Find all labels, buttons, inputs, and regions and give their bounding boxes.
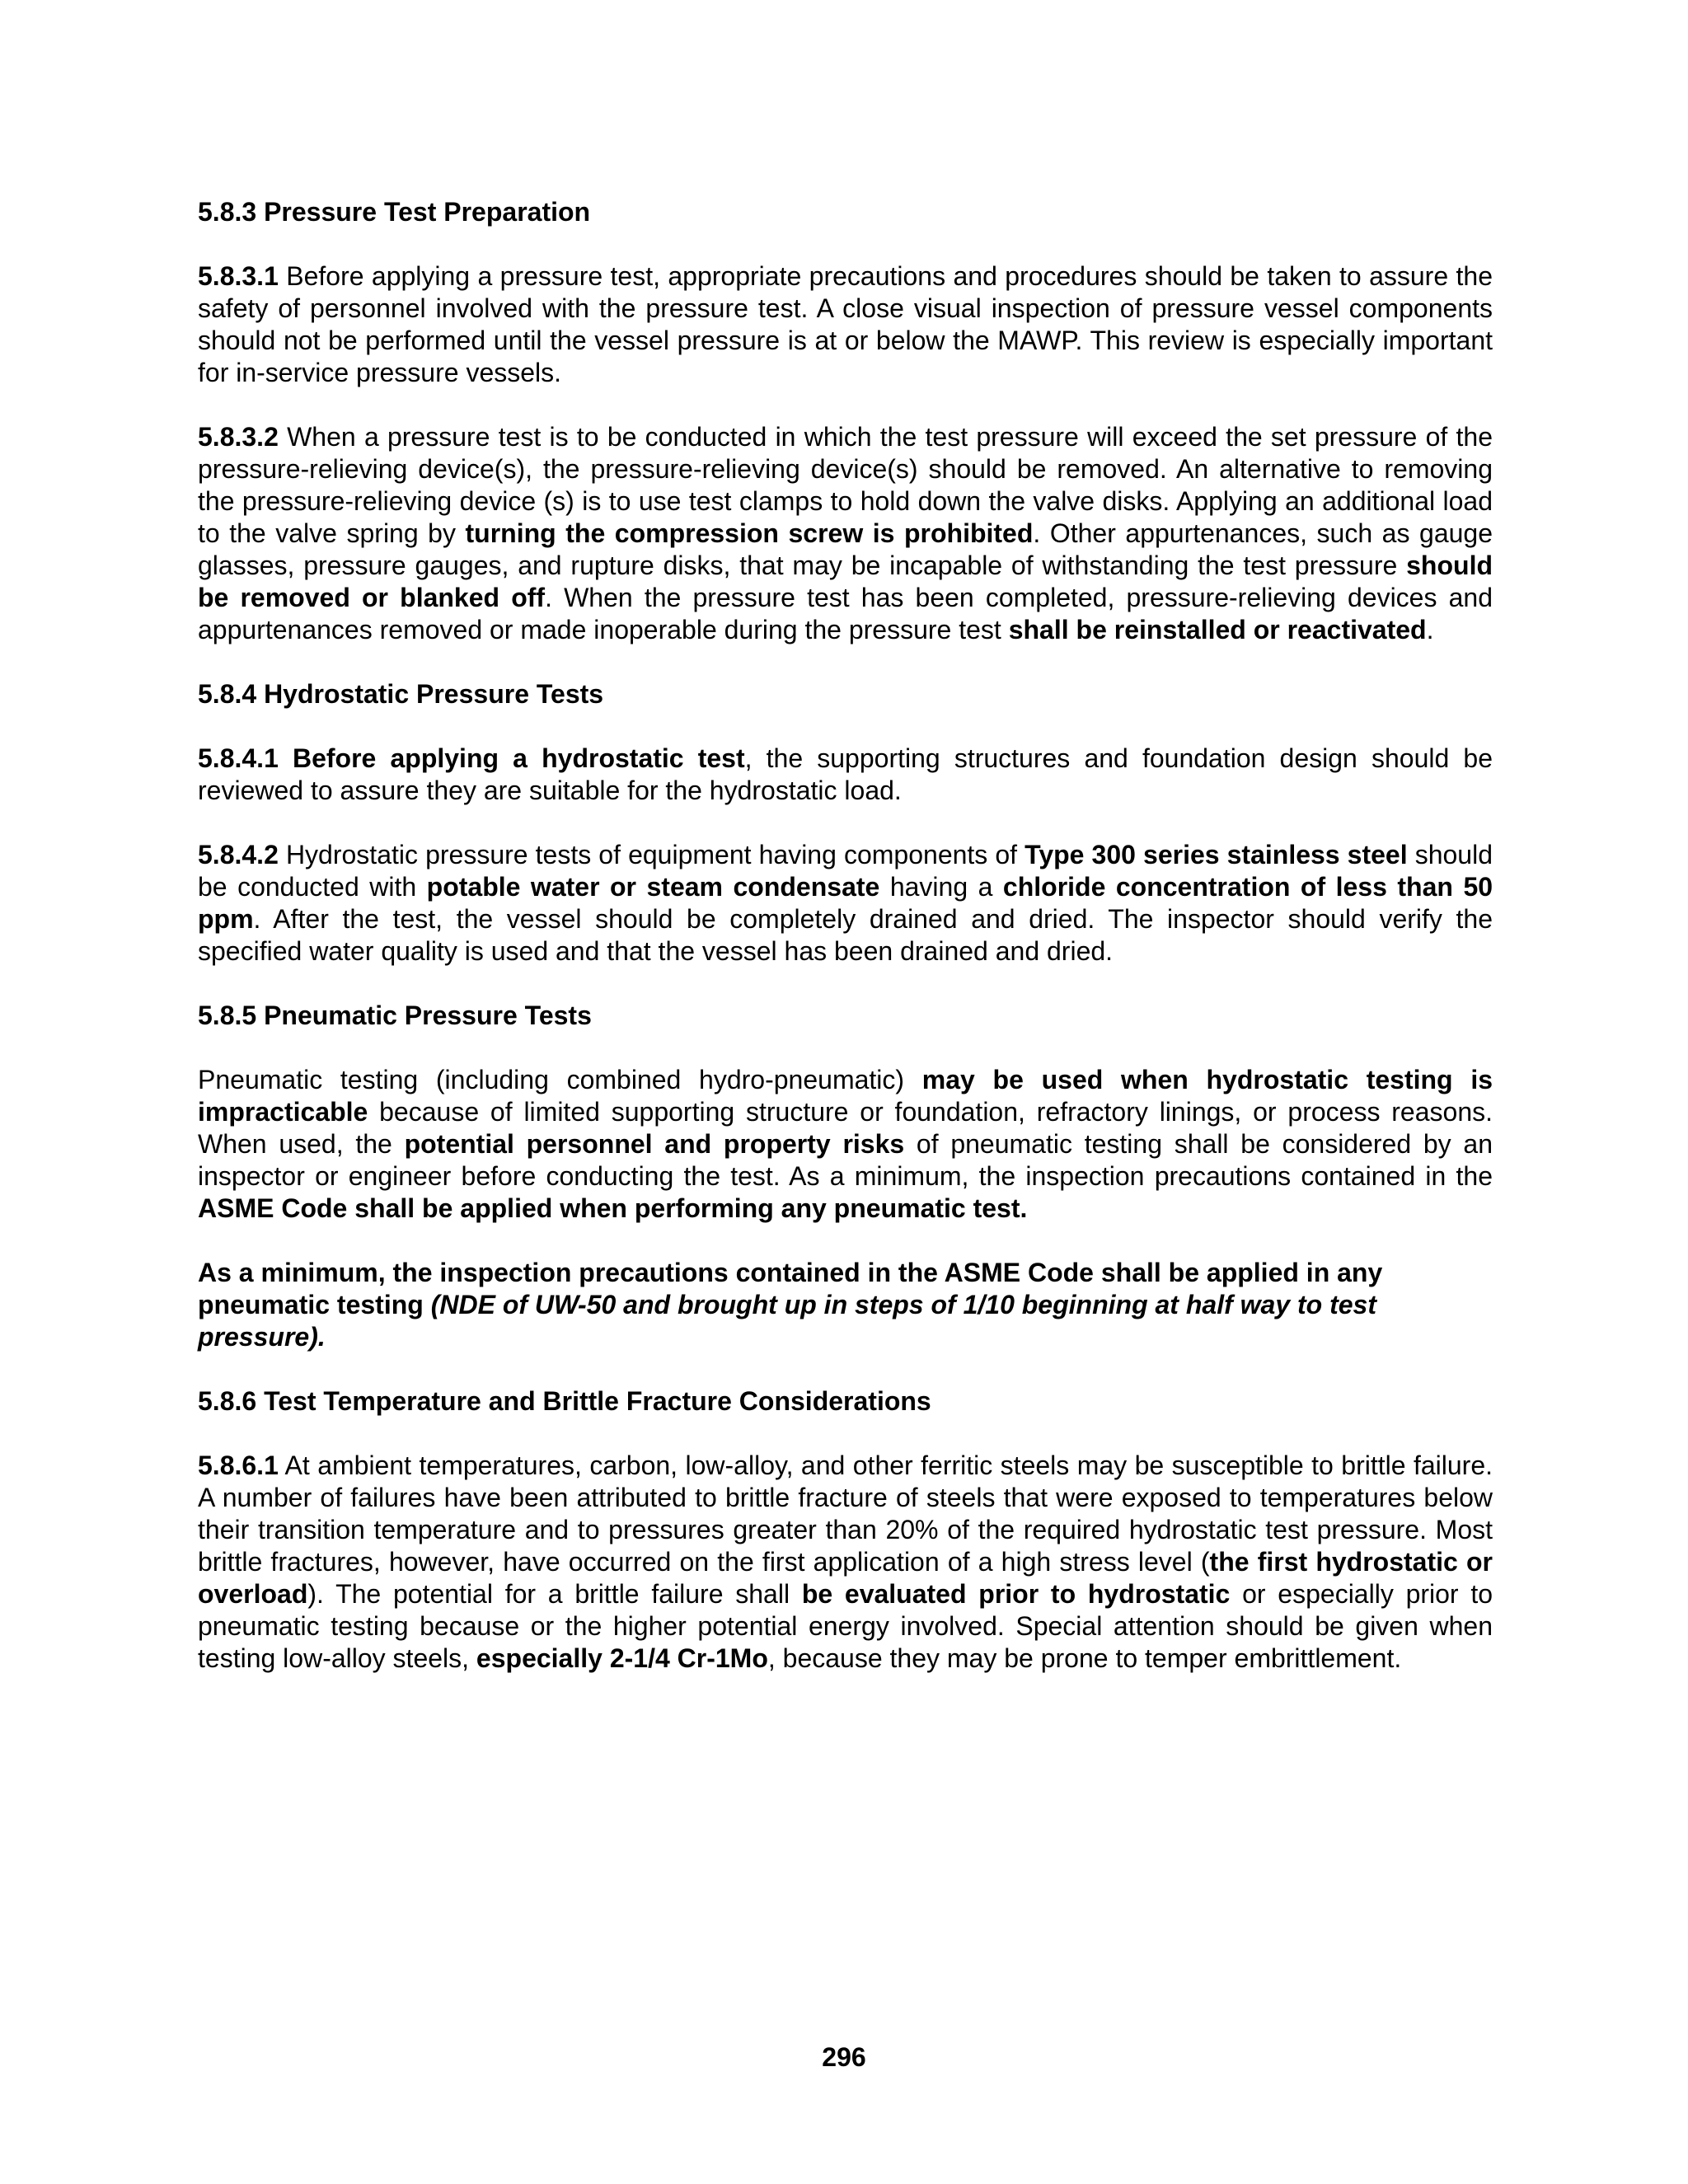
emphasis-text: the first hydrostatic or overload bbox=[198, 1547, 1493, 1609]
emphasis-text: potable water or steam condensate bbox=[426, 872, 880, 902]
paragraph-text: , the supporting structures and foundation design should be reviewed to assure they are suitable for the hydrostatic load. bbox=[198, 743, 1493, 805]
section-heading-5-8-5: 5.8.5 Pneumatic Pressure Tests bbox=[198, 1001, 592, 1030]
paragraph-text: At ambient temperatures, carbon, low-alloy, and other ferritic steels may be susceptible to brittle failure. A number of failures have been attributed to brittle fracture of steels that were exposed to temperatures below their transition temperature and to pressures greater than 20% of the required hydrostatic test pressure. Most brittle fractures, however, have occurred on the first application of a high stress level ( bbox=[198, 1451, 1493, 1577]
paragraph-5-8-4-1 bbox=[198, 743, 1493, 807]
paragraph-text: . Other appurtenances, such as gauge glasses, pressure gauges, and rupture disks, that may be incapable of withstanding the test pressure bbox=[198, 518, 1493, 580]
page-number: 296 bbox=[822, 2042, 866, 2072]
paragraph-text: ). The potential for a brittle failure shall bbox=[307, 1579, 802, 1609]
paragraph-5-8-5-pneumatic bbox=[198, 1064, 1493, 1225]
paragraph-text: . bbox=[1426, 615, 1434, 644]
emphasis-text: 5.8.4.1 Before applying a hydrostatic test bbox=[198, 743, 745, 773]
emphasis-italic-text: (NDE of UW-50 and brought up in steps of 1/10 beginning at half way to test pressure). bbox=[198, 1290, 1376, 1352]
paragraph-text: of pneumatic testing shall be considered by an inspector or engineer before conducting the test. As a minimum, the inspection precautions contained in the bbox=[198, 1129, 1493, 1191]
paragraph-5-8-4-2 bbox=[198, 839, 1493, 968]
paragraph-number: 5.8.4.2 bbox=[198, 840, 279, 869]
emphasis-text: potential personnel and property risks bbox=[404, 1129, 905, 1159]
paragraph-text: , because they may be prone to temper embrittlement. bbox=[767, 1643, 1402, 1673]
paragraph-5-8-3-2 bbox=[198, 421, 1493, 646]
document-page bbox=[198, 196, 1493, 1707]
emphasis-text: As a minimum, the inspection precautions contained in the ASME Code shall be applied in any pneumatic testing bbox=[198, 1258, 1383, 1319]
emphasis-text: be evaluated prior to hydrostatic bbox=[801, 1579, 1231, 1609]
emphasis-text: may be used when hydrostatic testing is impracticable bbox=[198, 1065, 1493, 1127]
emphasis-text: especially 2-1/4 Cr-1Mo bbox=[476, 1643, 768, 1673]
paragraph-5-8-5-minimum bbox=[198, 1257, 1493, 1353]
emphasis-text: Type 300 series stainless steel bbox=[1025, 840, 1408, 869]
section-heading-5-8-6: 5.8.6 Test Temperature and Brittle Fracture Considerations bbox=[198, 1386, 931, 1416]
paragraph-number: 5.8.3.2 bbox=[198, 422, 279, 452]
paragraph-text: Hydrostatic pressure tests of equipment having components of bbox=[278, 840, 1025, 869]
paragraph-number: 5.8.3.1 bbox=[198, 261, 279, 291]
emphasis-text: shall be reinstalled or reactivated bbox=[1008, 615, 1427, 644]
emphasis-text: ASME Code shall be applied when performing any pneumatic test. bbox=[198, 1193, 1028, 1223]
paragraph-text: . When the pressure test has been completed, pressure-relieving devices and appurtenances removed or made inoperable during the pressure test bbox=[198, 583, 1493, 644]
paragraph-text: having a bbox=[879, 872, 1003, 902]
paragraph-text: . After the test, the vessel should be completely drained and dried. The inspector should verify the specified water quality is used and that the vessel has been drained and dried. bbox=[198, 904, 1493, 966]
paragraph-5-8-3-1 bbox=[198, 260, 1493, 389]
paragraph-text: because of limited supporting structure or foundation, refractory linings, or process reasons. When used, the bbox=[198, 1097, 1493, 1159]
section-heading-5-8-4: 5.8.4 Hydrostatic Pressure Tests bbox=[198, 679, 604, 709]
paragraph-text: should be conducted with bbox=[198, 840, 1493, 902]
section-heading-5-8-3: 5.8.3 Pressure Test Preparation bbox=[198, 197, 591, 227]
emphasis-text: turning the compression screw is prohibited bbox=[465, 518, 1034, 548]
emphasis-text: should be removed or blanked off bbox=[198, 551, 1493, 612]
paragraph-text: Pneumatic testing (including combined hydro-pneumatic) bbox=[198, 1065, 922, 1094]
paragraph-number: 5.8.6.1 bbox=[198, 1451, 279, 1480]
paragraph-5-8-6-1 bbox=[198, 1450, 1493, 1675]
emphasis-text: chloride concentration of less than 50 ppm bbox=[198, 872, 1493, 934]
paragraph-text: When a pressure test is to be conducted in which the test pressure will exceed the set pressure of the pressure-relieving device(s), the pressure-relieving device(s) should be removed. An alternative to removing the pressure-relieving device (s) is to use test clamps to hold down the valve disks. Applying an additional load to the valve spring by bbox=[198, 422, 1493, 548]
paragraph-text: Before applying a pressure test, appropriate precautions and procedures should be taken to assure the safety of personnel involved with the pressure test. A close visual inspection of pressure vessel components should not be performed until the vessel pressure is at or below the MAWP. This review is especially important for in-service pressure vessels. bbox=[198, 261, 1493, 387]
paragraph-text: or especially prior to pneumatic testing because or the higher potential energy involved. Special attention should be given when testing low-alloy steels, bbox=[198, 1579, 1493, 1673]
